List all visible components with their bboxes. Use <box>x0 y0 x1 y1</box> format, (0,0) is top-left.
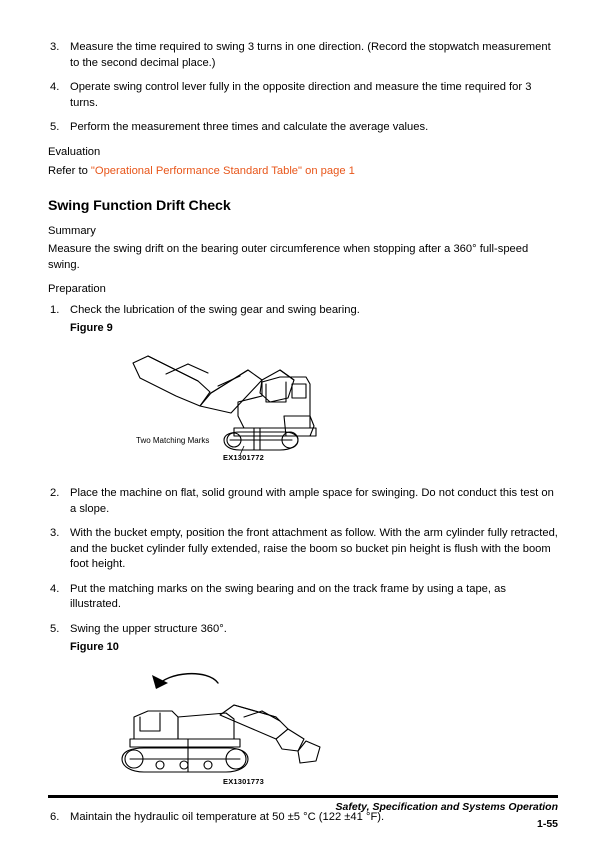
list-item-number: 3. <box>50 527 60 539</box>
list-item-number: 4. <box>50 582 60 595</box>
figure-10 <box>48 655 558 800</box>
list-item-text: Swing the upper structure 360°. <box>70 622 227 635</box>
list-item-number: 6. <box>50 811 60 823</box>
list-item-text: Place the machine on flat, solid ground with ample space for swinging. Do not conduct this test on a slope. <box>70 487 554 515</box>
list-item <box>48 40 558 71</box>
evaluation-label: Evaluation <box>48 145 101 158</box>
list-item-number: 2. <box>50 487 60 499</box>
figure-10-label: Figure 10 <box>70 641 119 653</box>
list-item-number: 3. <box>50 41 60 53</box>
operational-performance-standard-table-link[interactable]: "Operational Performance Standard Table" on page 1 <box>90 165 355 177</box>
list-item-text: Check the lubrication of the swing gear and swing bearing. <box>70 303 360 316</box>
list-item-text: Measure the time required to swing 3 turns in one direction. (Record the stopwatch measurement to the second decimal place.) <box>70 41 551 69</box>
list-item-number: 5. <box>50 622 60 635</box>
excavator-illustration-1 <box>48 336 558 476</box>
list-item <box>48 303 558 319</box>
figure-9-code: EX1301772 <box>223 453 265 462</box>
list-item <box>48 622 558 638</box>
footer-title: Safety, Specification and Systems Operation <box>335 801 558 813</box>
refer-prefix: Refer to <box>48 165 91 177</box>
figure-9-note: Two Matching Marks <box>136 436 210 445</box>
list-item <box>48 120 558 136</box>
preparation-label: Preparation <box>48 283 106 295</box>
refer-line <box>48 164 558 180</box>
section-title: Swing Function Drift Check <box>48 197 231 214</box>
footer-page-number: 1-55 <box>536 818 558 830</box>
list-item <box>48 526 558 573</box>
list-item-number: 1. <box>50 303 60 316</box>
page-content <box>48 40 558 826</box>
list-item-text: Perform the measurement three times and calculate the average values. <box>70 121 429 133</box>
summary-text: Measure the swing drift on the bearing outer circumference when stopping after a 360° full-speed swing. <box>48 243 529 271</box>
figure-9-label: Figure 9 <box>70 322 113 334</box>
footer-divider <box>48 795 558 798</box>
list-item-text: Put the matching marks on the swing bearing and on the track frame by using a tape, as illustrated. <box>70 582 506 610</box>
list-item-number: 4. <box>50 81 60 93</box>
list-item <box>48 80 558 111</box>
list-item <box>48 582 558 613</box>
summary-label: Summary <box>48 224 96 237</box>
excavator-illustration-2 <box>48 655 558 800</box>
list-item-text: With the bucket empty, position the front attachment as follow. With the arm cylinder fully retracted, and the bucket cylinder fully extended, raise the boom so bucket pin height is flush with the boom foot height. <box>70 527 558 570</box>
list-item-number: 5. <box>50 121 60 133</box>
figure-10-code: EX1301773 <box>223 777 265 786</box>
list-item <box>48 486 558 517</box>
list-item-text: Maintain the hydraulic oil temperature at 50 ±5 °C (122 ±41 °F). <box>70 811 385 823</box>
figure-9 <box>48 336 558 476</box>
list-item-text: Operate swing control lever fully in the opposite direction and measure the time required for 3 turns. <box>70 81 532 109</box>
